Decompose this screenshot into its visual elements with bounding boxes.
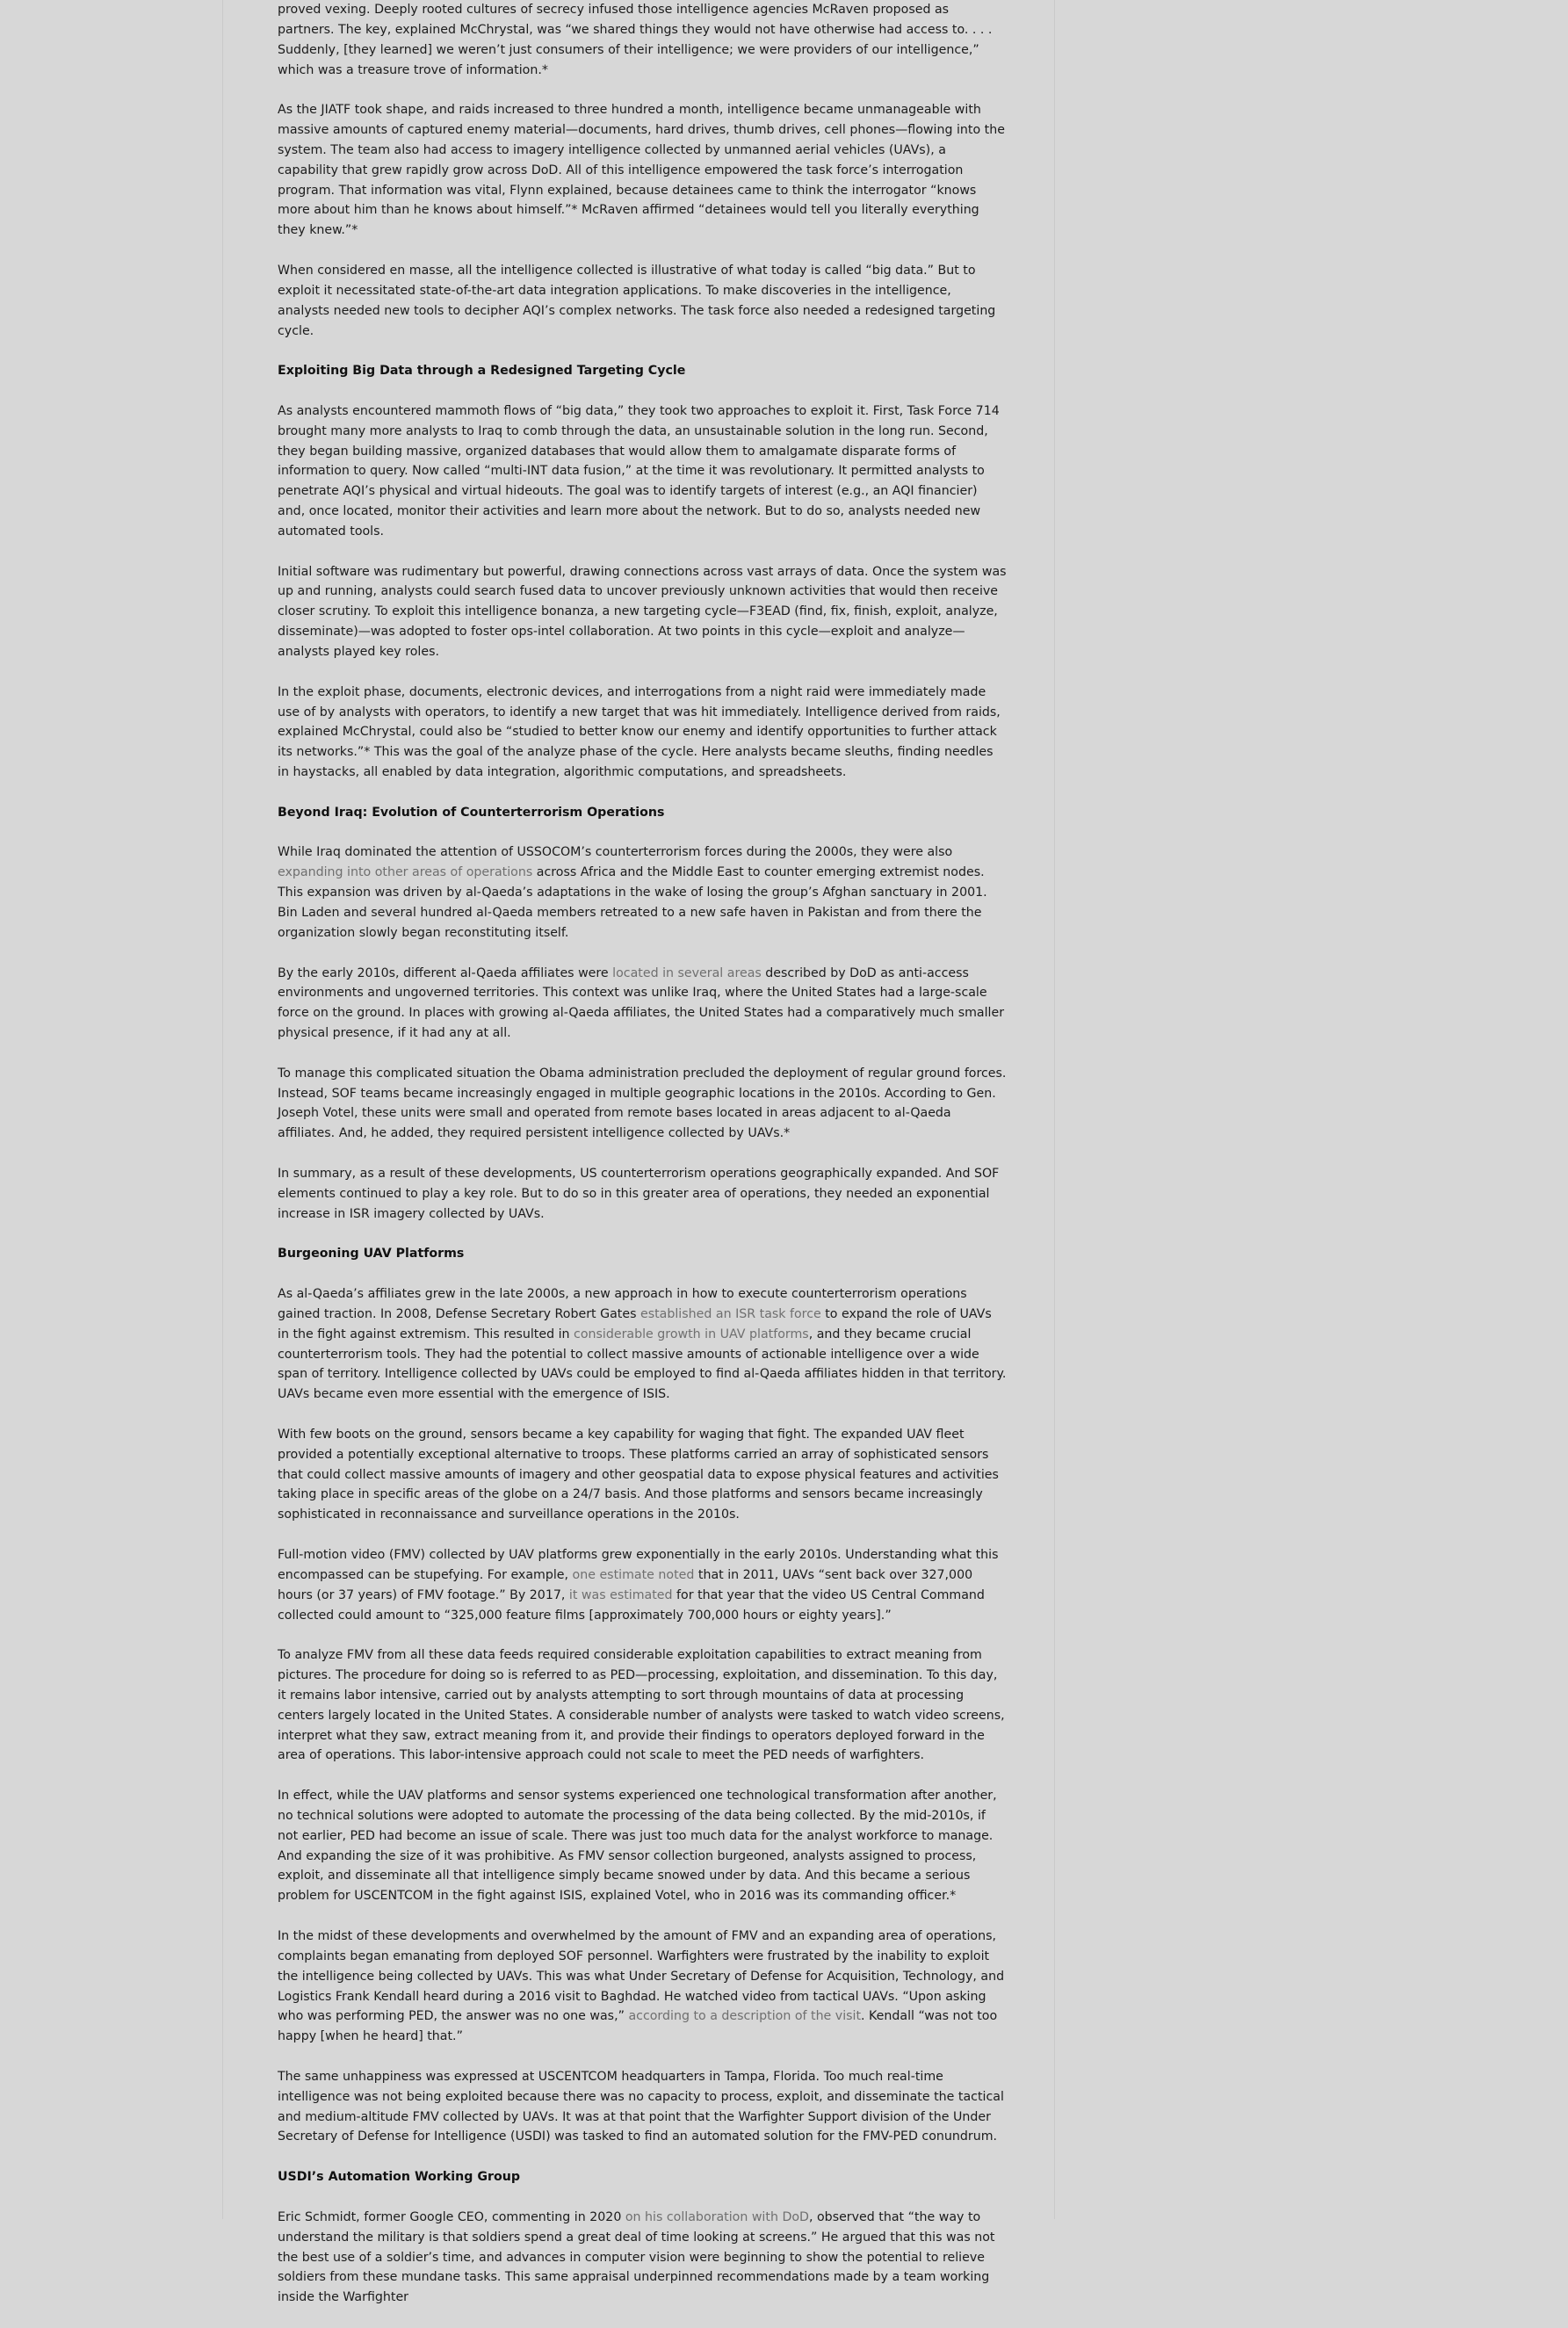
paragraph	[278, 401, 1007, 542]
paragraph	[278, 2208, 1007, 2308]
text-run: The same unhappiness was expressed at USCENTCOM headquarters in Tampa, Florida. Too much real-time intelligence was not being exploited because there was no capacity to process, exploit, and disseminate the tactical and medium-altitude FMV collected by UAVs. It was at that point that the Warfighter Support division of the Under Secretary of Defense for Intelligence (USDI) was tasked to find an automated solution for the FMV-PED conundrum.	[278, 2069, 1004, 2144]
section-heading	[278, 2167, 1007, 2187]
text-run: Exploiting Big Data through a Redesigned Targeting Cycle	[278, 364, 686, 379]
section-heading	[278, 803, 1007, 823]
paragraph	[278, 1545, 1007, 1625]
inline-link[interactable]: expanding into other areas of operations	[278, 865, 533, 880]
inline-link[interactable]: on his collaboration with DoD	[625, 2209, 809, 2224]
text-run: . Kendall “was not too happy [when he heard] that.”	[278, 2009, 998, 2044]
text-run: As the JIATF took shape, and raids increased to three hundred a month, intelligence became unmanageable with massive amounts of captured enemy material—documents, hard drives, thumb drives, cell phones—flowing into the system. The team also had access to imagery intelligence collected by unmanned aerial vehicles (UAVs), a capability that grew rapidly grow across DoD. All of this intelligence empowered the task force’s interrogation program. That information was vital, Flynn explained, because detainees came to think the interrogator “knows more about him than he knows about himself.”* McRaven affirmed “detainees would tell you literally everything they knew.”*	[278, 103, 1005, 238]
inline-link[interactable]: it was estimated	[568, 1587, 673, 1602]
text-run: While Iraq dominated the attention of USSOCOM’s counterterrorism forces during the 2000s, they were also	[278, 845, 953, 860]
text-run: that in 2011, UAVs “sent back over 327,000 hours (or 37 years) of FMV footage.” By 2017,	[278, 1567, 973, 1602]
inline-link[interactable]: located in several areas	[612, 965, 762, 980]
article-body	[278, 0, 1007, 2328]
text-run: across Africa and the Middle East to counter emerging extremist nodes. This expansion was driven by al-Qaeda’s adaptations in the wake of losing the group’s Afghan sanctuary in 2001. Bin Laden and several hundred al-Qaeda members retreated to a new safe haven in Pakistan and from there the organization slowly began reconstituting itself.	[278, 865, 987, 940]
paragraph	[278, 1284, 1007, 1405]
paragraph	[278, 842, 1007, 943]
section-heading	[278, 361, 1007, 381]
text-run: to expand the role of UAVs in the fight against extremism. This resulted in	[278, 1306, 992, 1341]
text-run: In effect, while the UAV platforms and sensor systems experienced one technological transformation after another, no technical solutions were adopted to automate the processing of the data being collected. By the mid-2010s, if not earlier, PED had become an issue of scale. There was just too much data for the analyst workforce to manage. And expanding the size of it was prohibitive. As FMV sensor collection burgeoned, analysts assigned to process, exploit, and disseminate all that intelligence simply became snowed under by data. And this became a serious problem for USCENTCOM in the fight against ISIS, explained Votel, who in 2016 was its commanding officer.*	[278, 1789, 997, 1904]
inline-link[interactable]: according to a description of the visit	[628, 2009, 862, 2024]
text-run: When considered en masse, all the intelligence collected is illustrative of what today is called “big data.” But to exploit it necessitated state-of-the-art data integration applications. To make discoveries in the intelligence, analysts needed new tools to decipher AQI’s complex networks. The task force also needed a redesigned targeting cycle.	[278, 263, 996, 338]
paragraph	[278, 1164, 1007, 1225]
text-run: Full-motion video (FMV) collected by UAV platforms grew exponentially in the early 2010s. Understanding what this encompassed can be stupefying. For example,	[278, 1547, 999, 1582]
text-run: Burgeoning UAV Platforms	[278, 1247, 465, 1262]
text-run: In summary, as a result of these developments, US counterterrorism operations geographically expanded. And SOF elements continued to play a key role. But to do so in this greater area of operations, they needed an exponential increase in ISR imagery collected by UAVs.	[278, 1166, 1000, 1221]
paragraph	[278, 1064, 1007, 1144]
text-run: , and they became crucial counterterrorism tools. They had the potential to collect massive amounts of actionable intelligence over a wide span of territory. Intelligence collected by UAVs could be employed to find al-Qaeda affiliates hidden in that territory. UAVs became even more essential with the emergence of ISIS.	[278, 1327, 1007, 1402]
text-run: To analyze FMV from all these data feeds required considerable exploitation capabilities to extract meaning from pictures. The procedure for doing so is referred to as PED—processing, exploitation, and dissemination. To this day, it remains labor intensive, carried out by analysts attempting to sort through mountains of data at processing centers largely located in the United States. A considerable number of analysts were tasked to watch video screens, interpret what they saw, extract meaning from it, and provide their findings to operators deployed forward in the area of operations. This labor-intensive approach could not scale to meet the PED needs of warfighters.	[278, 1648, 1005, 1763]
text-run: To manage this complicated situation the Obama administration precluded the deployment of regular ground forces. Instead, SOF teams became increasingly engaged in multiple geographic locations in the 2010s. According to Gen. Joseph Votel, these units were small and operated from remote bases located in areas adjacent to al-Qaeda affiliates. And, he added, they required persistent intelligence collected by UAVs.*	[278, 1066, 1007, 1141]
text-run: Initial software was rudimentary but powerful, drawing connections across vast arrays of data. Once the system was up and running, analysts could search fused data to uncover previously unknown activities that would then receive closer scrutiny. To exploit this intelligence bonanza, a new targeting cycle—F3EAD (find, fix, finish, exploit, analyze, disseminate)—was adopted to foster ops-intel collaboration. At two points in this cycle—exploit and analyze—analysts played key roles.	[278, 564, 1007, 659]
text-run: Beyond Iraq: Evolution of Counterterrorism Operations	[278, 805, 665, 820]
paragraph	[278, 0, 1007, 80]
text-run: In the midst of these developments and overwhelmed by the amount of FMV and an expanding area of operations, complaints began emanating from deployed SOF personnel. Warfighters were frustrated by the inability to exploit the intelligence being collected by UAVs. This was what Under Secretary of Defense for Acquisition, Technology, and Logistics Frank Kendall heard during a 2016 visit to Baghdad. He watched video from tactical UAVs. “Upon asking who was performing PED, the answer was no one was,”	[278, 1929, 1005, 2024]
inline-link[interactable]: established an ISR task force	[639, 1306, 821, 1321]
paragraph	[278, 562, 1007, 662]
text-run: As al-Qaeda’s affiliates grew in the late 2000s, a new approach in how to execute counterterrorism operations gained traction. In 2008, Defense Secretary Robert Gates	[278, 1287, 967, 1321]
paragraph	[278, 1425, 1007, 1525]
text-run: , observed that “the way to understand the military is that soldiers spend a great deal of time looking at screens.” He argued that this was not the best use of a soldier’s time, and advances in computer vision were beginning to show the potential to relieve soldiers from these mundane tasks. This same appraisal underpinned recommendations made by a team working inside the Warfighter	[278, 2209, 995, 2305]
paragraph	[278, 1645, 1007, 1766]
paragraph	[278, 2067, 1007, 2147]
inline-link[interactable]: considerable growth in UAV platforms	[574, 1327, 809, 1341]
paragraph	[278, 1927, 1007, 2047]
text-run: USDI’s Automation Working Group	[278, 2170, 520, 2185]
paragraph	[278, 261, 1007, 341]
paragraph	[278, 1786, 1007, 1906]
text-run: for that year that the video US Central Command collected could amount to “325,000 feature films [approximately 700,000 hours or eighty years].”	[278, 1587, 985, 1623]
inline-link[interactable]: one estimate noted	[572, 1567, 695, 1582]
text-run: With few boots on the ground, sensors became a key capability for waging that fight. The expanded UAV fleet provided a potentially exceptional alternative to troops. These platforms carried an array of sophisticated sensors that could collect massive amounts of imagery and other geospatial data to expose physical features and activities taking place in specific areas of the globe on a 24/7 basis. And those platforms and sensors became increasingly sophisticated in reconnaissance and surveillance operations in the 2010s.	[278, 1427, 999, 1522]
text-run: proved vexing. Deeply rooted cultures of secrecy infused those intelligence agencies McRaven proposed as partners. The key, explained McChrystal, was “we shared things they would not have otherwise had access to. . . . Suddenly, [they learned] we weren’t just consumers of their intelligence; we were providers of our intelligence,” which was a treasure trove of information.*	[278, 3, 993, 77]
text-run: By the early 2010s, different al-Qaeda affiliates were	[278, 965, 613, 980]
text-run: Eric Schmidt, former Google CEO, commenting in 2020	[278, 2209, 625, 2224]
paragraph	[278, 683, 1007, 783]
paragraph	[278, 100, 1007, 241]
section-heading	[278, 1244, 1007, 1264]
text-run: described by DoD as anti-access environments and ungoverned territories. This context was unlike Iraq, where the United States had a large-scale force on the ground. In places with growing al-Qaeda affiliates, the United States had a comparatively much smaller physical presence, if it had any at all.	[278, 965, 1005, 1041]
text-run: As analysts encountered mammoth flows of “big data,” they took two approaches to exploit it. First, Task Force 714 brought many more analysts to Iraq to comb through the data, an unsustainable solution in the long run. Second, they began building massive, organized databases that would allow them to amalgamate disparate forms of information to query. Now called “multi-INT data fusion,” at the time it was revolutionary. It permitted analysts to penetrate AQI’s physical and virtual hideouts. The goal was to identify targets of interest (e.g., an AQI financier) and, once located, monitor their activities and learn more about the network. But to do so, analysts needed new automated tools.	[278, 403, 1000, 539]
page-column	[222, 0, 1055, 2305]
paragraph	[278, 964, 1007, 1044]
text-run: In the exploit phase, documents, electronic devices, and interrogations from a night raid were immediately made use of by analysts with operators, to identify a new target that was hit immediately. Intelligence derived from raids, explained McChrystal, could also be “studied to better know our enemy and identify opportunities to further attack its networks.”* This was the goal of the analyze phase of the cycle. Here analysts became sleuths, finding needles in haystacks, all enabled by data integration, algorithmic computations, and spreadsheets.	[278, 684, 1001, 780]
